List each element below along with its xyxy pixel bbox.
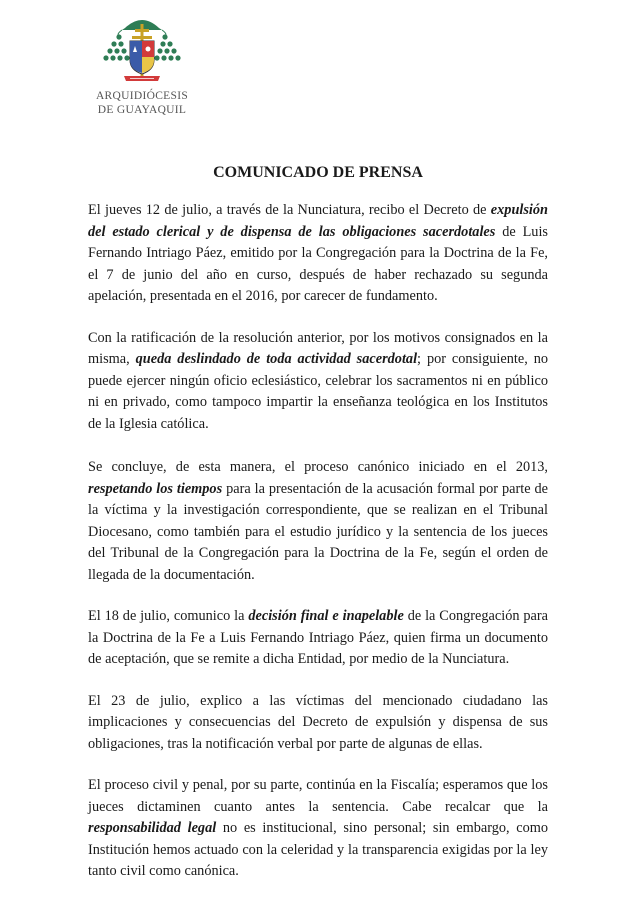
paragraph-text: El jueves 12 de julio, a través de la Nunciatura, recibo el Decreto de (88, 202, 491, 218)
paragraph-text: El proceso civil y penal, por su parte, continúa en la Fiscalía; esperamos que los jueces dictaminen cuanto antes la sentencia. Cabe recalcar que la (88, 777, 548, 815)
paragraph-5 (88, 691, 548, 756)
document-body (88, 200, 548, 903)
emphasis-text: responsabilidad legal (88, 820, 217, 836)
paragraph-text: de Luis Fernando Intriago Páez, emitido por la Congregación para la Doctrina de la Fe, el 7 de junio del año en curso, después de haber rechazado su segunda apelación, presentada en el 2016, por carecer de fundamento. (88, 223, 548, 304)
emphasis-text: respetando los tiempos (88, 480, 223, 497)
paragraph-3 (88, 457, 548, 586)
archdiocese-crest-logo (92, 10, 192, 90)
paragraph-1 (88, 200, 548, 308)
paragraph-text: El 18 de julio, comunico la (88, 608, 249, 624)
emphasis-text: expulsión del estado clerical y de dispensa de las obligaciones sacerdotales (88, 202, 548, 240)
organization-name (74, 89, 210, 117)
paragraph-2 (88, 328, 548, 436)
paragraph-text: para la presentación de la acusación formal por parte de la víctima y la investigación correspondiente, que se realizan en el Tribunal Diocesano, como también para el estudio jurídico y la sentencia de los jueces del Tribunal de la Congregación para la Doctrina de la Fe, según el orden de llegada de la documentación. (88, 480, 548, 583)
org-name-line-2: DE GUAYAQUIL (97, 104, 187, 116)
paragraph-text: Con la ratificación de la resolución anterior, por los motivos consignados en la misma, (88, 329, 548, 367)
paragraph-text: Se concluye, de esta manera, el proceso canónico iniciado en el 2013, (88, 459, 548, 475)
paragraph-text: no es institucional, sino personal; sin embargo, como Institución hemos actuado con la celeridad y la transparencia exigidas por la ley tanto civil como canónica. (88, 820, 549, 879)
org-name-line-1: ARQUIDIÓCESIS (95, 90, 189, 102)
paragraph-6 (88, 775, 548, 883)
document-title: COMUNICADO DE PRENSA (213, 164, 423, 181)
emphasis-text: queda deslindado de toda actividad sacerdotal (135, 351, 418, 367)
paragraph-text: de la Congregación para la Doctrina de la Fe a Luis Fernando Intriago Páez, quien firma un documento de aceptación, que se remite a dicha Entidad, por medio de la Nunciatura. (88, 608, 548, 667)
paragraph-text: El 23 de julio, explico a las víctimas del mencionado ciudadano las implicaciones y consecuencias del Decreto de expulsión y dispensa de sus obligaciones, tras la notificación verbal por parte de algunas de ellas. (88, 692, 548, 752)
emphasis-text: decisión final e inapelable (248, 608, 404, 624)
paragraph-text: ; por consiguiente, no puede ejercer ningún oficio eclesiástico, celebrar los sacramentos ni en público ni en privado, como tampoco impartir la enseñanza teológica en los Institutos de la Iglesia católica. (88, 351, 548, 432)
paragraph-4 (88, 606, 548, 671)
